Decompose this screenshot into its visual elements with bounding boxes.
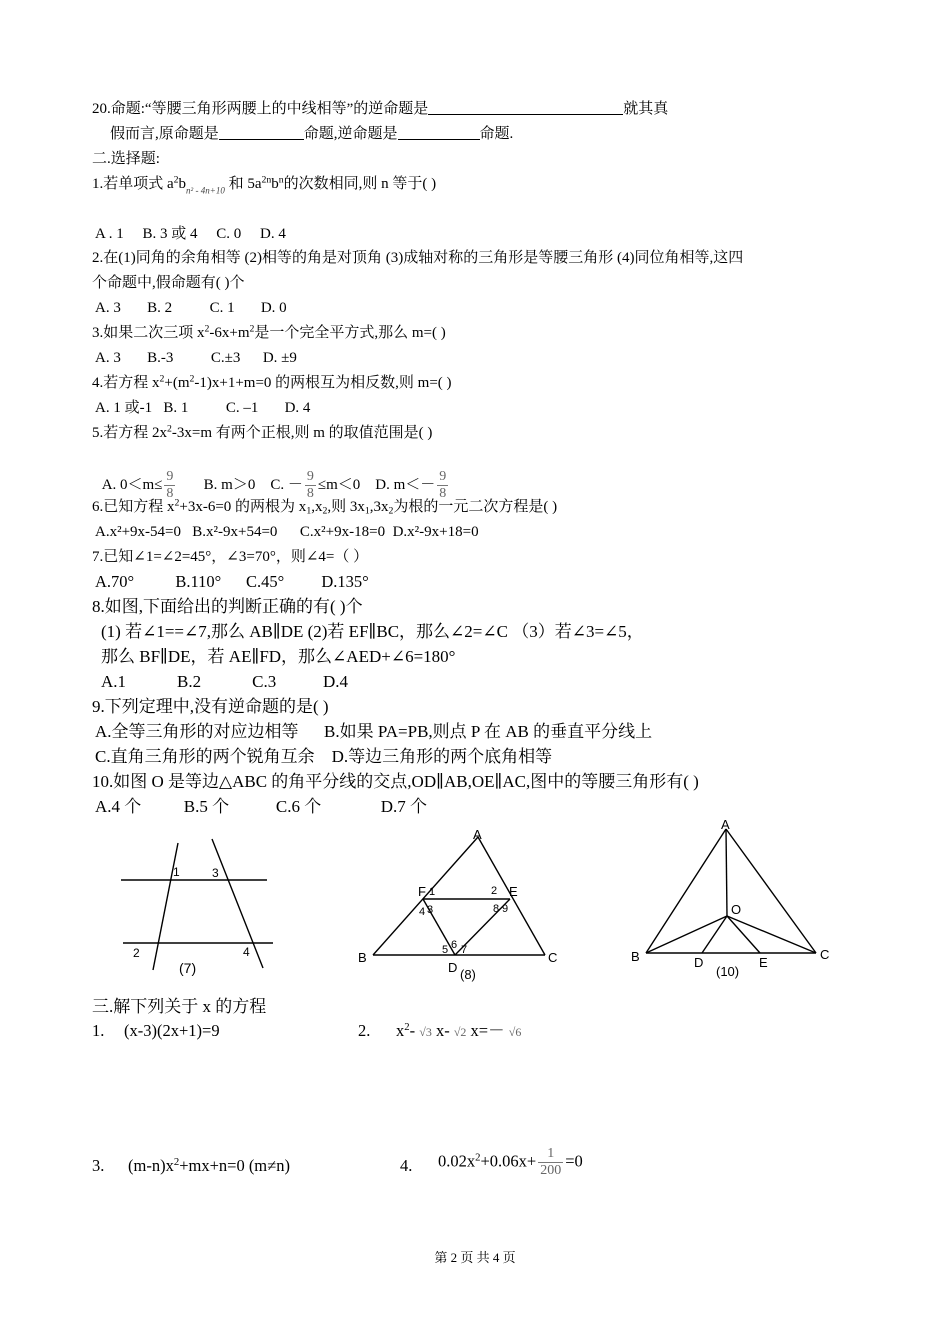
- q20-text-b: 就其真: [623, 101, 669, 117]
- figure-7: [115, 835, 275, 980]
- fig7-label-2: 2: [133, 946, 140, 960]
- fig10-label-D: D: [694, 955, 704, 970]
- fig8-label-1: 1: [429, 886, 436, 898]
- fig8-label-E: E: [509, 884, 518, 899]
- choice-3-options: A. 3 B.-3 C.±3 D. ±9: [95, 350, 297, 366]
- fig7-caption: (7): [179, 960, 197, 976]
- choice-2-options: A. 3 B. 2 C. 1 D. 0: [95, 300, 287, 316]
- fig8-label-4: 4: [419, 906, 426, 918]
- choice-3-stem: 3.如果二次三项 $x^2-6x+m^2$是一个完全平方式,那么 m=( ): [92, 323, 446, 341]
- equation-4-number: 4.: [400, 1156, 413, 1175]
- q20-line1: [92, 100, 668, 118]
- fig8-label-F: F: [418, 884, 426, 899]
- fig10-label-C: C: [820, 947, 830, 962]
- choice-4-options: A. 1 或-1 B. 1 C. –1 D. 4: [95, 400, 311, 416]
- fig8-caption: (8): [460, 967, 476, 982]
- fig8-label-A: A: [473, 827, 482, 842]
- equation-3: $(m-n)x^2+mx+n=0$ (m≠n): [128, 1156, 290, 1175]
- choice-10-stem: 10.如图 O 是等边△ABC 的角平分线的交点,OD∥AB,OE∥AC,图中的等腰三角形有( ): [92, 772, 699, 791]
- sqrt-2: √2: [453, 1025, 467, 1039]
- choice-8-stem: 8.如图,下面给出的判断正确的有( )个: [92, 597, 363, 616]
- choice-7-stem: 7.已知∠1=∠2=45°，∠3=70°，则∠4=（ ）: [92, 549, 369, 565]
- choice-8-line3: 那么 BF∥DE，若 AE∥FD，那么∠AED+∠6=180°: [101, 647, 456, 666]
- fig10-label-E: E: [759, 955, 768, 970]
- page-footer: 第 2 页 共 4 页: [434, 1250, 516, 1265]
- q20-blank-3[interactable]: [398, 125, 480, 140]
- sqrt-6: √6: [508, 1025, 522, 1039]
- choice-1-options: A . 1 B. 3 或 4 C. 0 D. 4: [95, 226, 286, 242]
- q20-line2: [110, 125, 513, 143]
- fig8-label-2: 2: [491, 885, 498, 897]
- section-choice-heading: 二.选择题:: [92, 151, 160, 167]
- choice-2-stem-2: 个命题中,假命题有( )个: [92, 275, 245, 291]
- q20-text-a: 20.命题:“等腰三角形两腰上的中线相等”的逆命题是: [92, 101, 429, 117]
- choice-9-line3: C.直角三角形的两个锐角互余 D.等边三角形的两个底角相等: [95, 747, 553, 766]
- fig7-label-4: 4: [243, 945, 250, 959]
- fig8-label-9: 9: [502, 903, 509, 915]
- choice-6-stem: 6.已知方程 $x^2+3x-6=0$ 的两根为 $x_1,x_2$,则 $3x_1,3x_2$为根的一元二次方程是( ): [92, 497, 558, 517]
- fraction-1-200: $\frac{1}{200}$: [540, 1146, 562, 1178]
- choice-1-stem: 1.若单项式 $a^2b_{n^2 - 4n+10}$ 和 $5a^{2n}b^n$的次数相同,则 n 等于( ): [92, 174, 437, 196]
- fig10-label-B: B: [631, 949, 640, 964]
- fig7-label-1: 1: [173, 865, 180, 879]
- equation-1: (x-3)(2x+1)=9: [124, 1021, 220, 1040]
- sqrt-3: √3: [419, 1025, 432, 1039]
- fig8-label-6: 6: [451, 939, 458, 951]
- fig8-label-3: 3: [427, 904, 434, 916]
- choice-2-stem-1: 2.在(1)同角的余角相等 (2)相等的角是对顶角 (3)成轴对称的三角形是等腰三角形 (4)同位角相等,这四: [92, 250, 744, 266]
- fig10-caption: (10): [716, 964, 740, 979]
- choice-8-line2: (1) 若∠1==∠7,那么 AB∥DE (2)若 EF∥BC，那么∠2=∠C （3）若∠3=∠5，: [101, 622, 644, 641]
- q20-text-d: 命题,逆命题是: [303, 126, 398, 142]
- fig8-label-8: 8: [493, 903, 500, 915]
- fig8-label-5: 5: [442, 944, 449, 956]
- fig8-label-7: 7: [461, 944, 468, 956]
- choice-10-options: A.4 个 B.5 个 C.6 个 D.7 个: [95, 797, 427, 816]
- choice-5-options: A. 0＜m≤ $\frac{9}{8}$ B. m＞0 C. － $\frac{9}{8}$ ≤m＜0 D. m＜－ $\frac{9}{8}$: [101, 469, 447, 501]
- choice-6-options: A.x²+9x-54=0 B.x²-9x+54=0 C.x²+9x-18=0 D.x²-9x+18=0: [95, 524, 479, 540]
- fig10-label-A: A: [721, 817, 730, 832]
- equation-2-number: 2.: [358, 1021, 371, 1040]
- figure-8: [355, 825, 570, 987]
- choice-9-stem: 9.下列定理中,没有逆命题的是( ): [92, 697, 329, 716]
- fraction-9-8: $\frac{9}{8}$: [166, 469, 174, 501]
- choice-5-stem: 5.若方程 $2x^2-3x=m$ 有两个正根,则 m 的取值范围是( ): [92, 423, 433, 441]
- fig10-label-O: O: [731, 902, 742, 917]
- q20-text-e: 命题.: [479, 126, 514, 142]
- equation-4: $0.02x^2+0.06x+$ $\frac{1}{200}$ =0: [438, 1146, 583, 1178]
- q20-blank-1[interactable]: [428, 100, 623, 115]
- fig8-label-C: C: [548, 950, 558, 965]
- fig7-label-3: 3: [212, 866, 219, 880]
- choice-9-line2: A.全等三角形的对应边相等 B.如果 PA=PB,则点 P 在 AB 的垂直平分线上: [95, 722, 653, 741]
- equation-3-number: 3.: [92, 1156, 105, 1175]
- fraction-9-8: $\frac{9}{8}$: [306, 469, 314, 501]
- fraction-9-8: $\frac{9}{8}$: [439, 469, 447, 501]
- equation-1-number: 1.: [92, 1021, 105, 1040]
- fig8-label-B: B: [358, 950, 367, 965]
- choice-7-options: A.70° B.110° C.45° D.135°: [95, 572, 369, 591]
- choice-8-options: A.1 B.2 C.3 D.4: [101, 672, 348, 691]
- choice-4-stem: 4.若方程 $x^2+(m^2-1)x+1+m=0$ 的两根互为相反数,则 m=( ): [92, 373, 452, 391]
- section-equations-heading: 三.解下列关于 x 的方程: [92, 997, 267, 1016]
- figure-10: [628, 813, 838, 981]
- equation-2: $x^2-$ √3 x- √2 x=－ √6: [396, 1021, 522, 1040]
- fig8-label-D: D: [448, 960, 458, 975]
- q20-blank-2[interactable]: [219, 125, 304, 140]
- q20-text-c: 假而言,原命题是: [110, 126, 219, 142]
